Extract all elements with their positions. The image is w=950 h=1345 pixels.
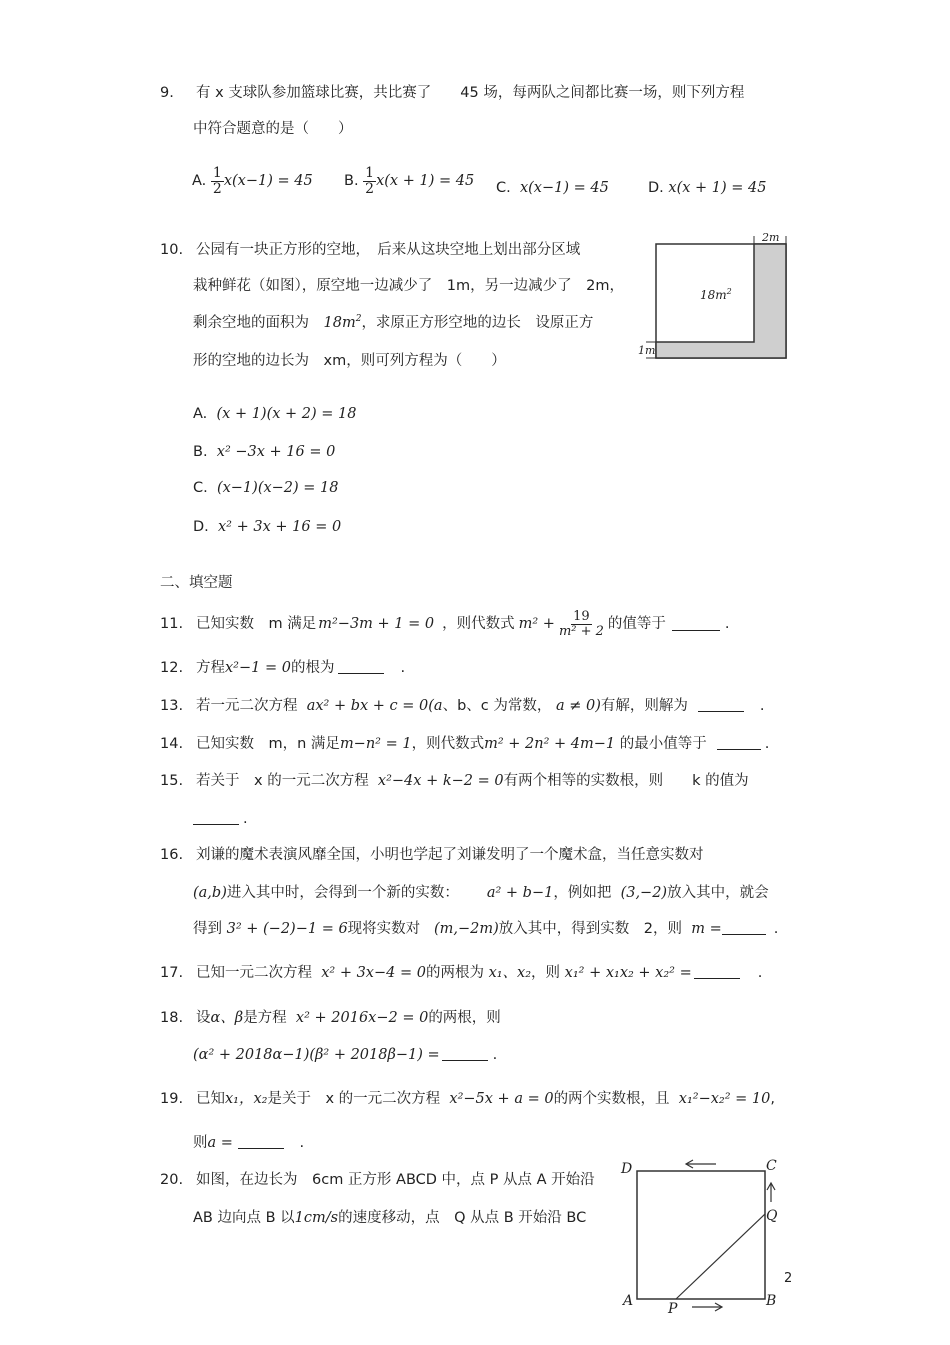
q20-label-p: P xyxy=(668,1301,678,1317)
q9-option-a: A. $\frac{1}{2}$ x(x−1) = 45 xyxy=(192,165,313,197)
q11-number: 11. xyxy=(160,616,184,632)
q18-text-line1: 设α、β是方程 x² + 2016x−2 = 0的两根，则 xyxy=(196,1010,501,1026)
q10-option-d: D. x² + 3x + 16 = 0 xyxy=(193,519,342,535)
q10-option-c: C. (x−1)(x−2) = 18 xyxy=(193,480,339,496)
q9-text-line2: 中符合题意的是（ ） xyxy=(193,121,353,137)
q15-answer-blank: . xyxy=(193,812,248,827)
q12-text: 方程x²−1 = 0的根为 . xyxy=(196,660,406,676)
q17-text: 已知一元二次方程 x² + 3x−4 = 0的两根为 x₁、x₂，则 x₁² + x₁x₂ + x₂² = . xyxy=(196,965,763,981)
q16-number: 16. xyxy=(160,847,184,863)
q20-label-a: A xyxy=(623,1293,634,1309)
q10-option-b: B. x² −3x + 16 = 0 xyxy=(193,444,336,460)
q16-text-line3: 得到 3² + (−2)−1 = 6现将实数对 (m,−2m)放入其中，得到实数 2，则 m = . xyxy=(193,921,779,937)
q14-number: 14. xyxy=(160,736,184,752)
q9-option-b: B. $\frac{1}{2}$ x(x + 1) = 45 xyxy=(344,165,475,197)
q20-label-q: Q xyxy=(766,1208,778,1224)
q10-text-line1: 公园有一块正方形的空地， 后来从这块空地上划出部分区域 xyxy=(196,242,581,258)
q10-number: 10. xyxy=(160,242,184,258)
q10-area-label: $18m^2$ xyxy=(700,287,732,302)
q9-option-c: C. x(x−1) = 45 xyxy=(496,180,609,196)
q20-text-line1: 如图，在边长为 6cm 正方形 ABCD 中，点 P 从点 A 开始沿 xyxy=(196,1172,595,1188)
q15-number: 15. xyxy=(160,773,184,789)
q9-number: 9. xyxy=(160,85,174,101)
q14-text: 已知实数 m，n 满足m−n² = 1，则代数式m² + 2n² + 4m−1 的最小值等于 . xyxy=(196,736,770,752)
q13-text: 若一元二次方程 ax² + bx + c = 0(a、b、c 为常数， a ≠ 0)有解，则解为 . xyxy=(196,698,765,714)
q20-text-line2: AB 边向点 B 以1cm/s的速度移动，点 Q 从点 B 开始沿 BC xyxy=(193,1210,587,1226)
section-title-fill-in: 二、填空题 xyxy=(160,575,233,591)
q18-text-line2: (α² + 2018α−1)(β² + 2018β−1) = . xyxy=(193,1047,498,1063)
q10-option-a: A. (x + 1)(x + 2) = 18 xyxy=(193,406,357,422)
q11-text: 已知实数 m 满足 m²−3m + 1 = 0 ，则代数式 m² + $\frac{19}{\text{m² + 2}}$ 的值等于 . xyxy=(196,608,730,639)
q13-number: 13. xyxy=(160,698,184,714)
q20-label-b: B xyxy=(766,1293,777,1309)
q18-number: 18. xyxy=(160,1010,184,1026)
q17-number: 17. xyxy=(160,965,184,981)
q9-option-d: D. x(x + 1) = 45 xyxy=(648,180,767,196)
q10-side-label: 1m xyxy=(638,344,656,357)
q20-label-c: C xyxy=(766,1158,777,1174)
q19-text-line2: 则a = . xyxy=(193,1135,305,1151)
q16-text-line1: 刘谦的魔术表演风靡全国，小明也学起了刘谦发明了一个魔术盒，当任意实数对 xyxy=(196,847,704,863)
q12-number: 12. xyxy=(160,660,184,676)
q10-text-line3: 剩余空地的面积为 $18m^2$，求原正方形空地的边长 设原正方 xyxy=(193,314,594,331)
q20-segment-pq xyxy=(676,1214,765,1299)
q10-text-line4: 形的空地的边长为 xm，则可列方程为（ ） xyxy=(193,353,506,369)
q10-figure xyxy=(636,230,796,365)
q20-figure xyxy=(616,1152,786,1322)
q19-text-line1: 已知x₁，x₂是关于 x 的一元二次方程 x²−5x + a = 0的两个实数根，且 x₁²−x₂² = 10, xyxy=(196,1091,775,1107)
q20-label-d: D xyxy=(621,1161,633,1177)
q19-number: 19. xyxy=(160,1091,184,1107)
q16-text-line2: (a,b)进入其中时，会得到一个新的实数： a² + b−1，例如把 (3,−2)放入其中，就会 xyxy=(193,885,769,901)
q20-square-abcd xyxy=(637,1171,765,1299)
page-number: 2 xyxy=(784,1271,793,1286)
q9-text-line1: 有 x 支球队参加篮球比赛，共比赛了 45 场，每两队之间都比赛一场，则下列方程 xyxy=(196,85,745,101)
q15-text: 若关于 x 的一元二次方程 x²−4x + k−2 = 0有两个相等的实数根，则 k 的值为 xyxy=(196,773,749,789)
q10-text-line2: 栽种鲜花（如图），原空地一边减少了 1m，另一边减少了 2m， xyxy=(193,278,624,294)
q20-number: 20. xyxy=(160,1172,184,1188)
q10-top-label: 2m xyxy=(762,231,780,244)
